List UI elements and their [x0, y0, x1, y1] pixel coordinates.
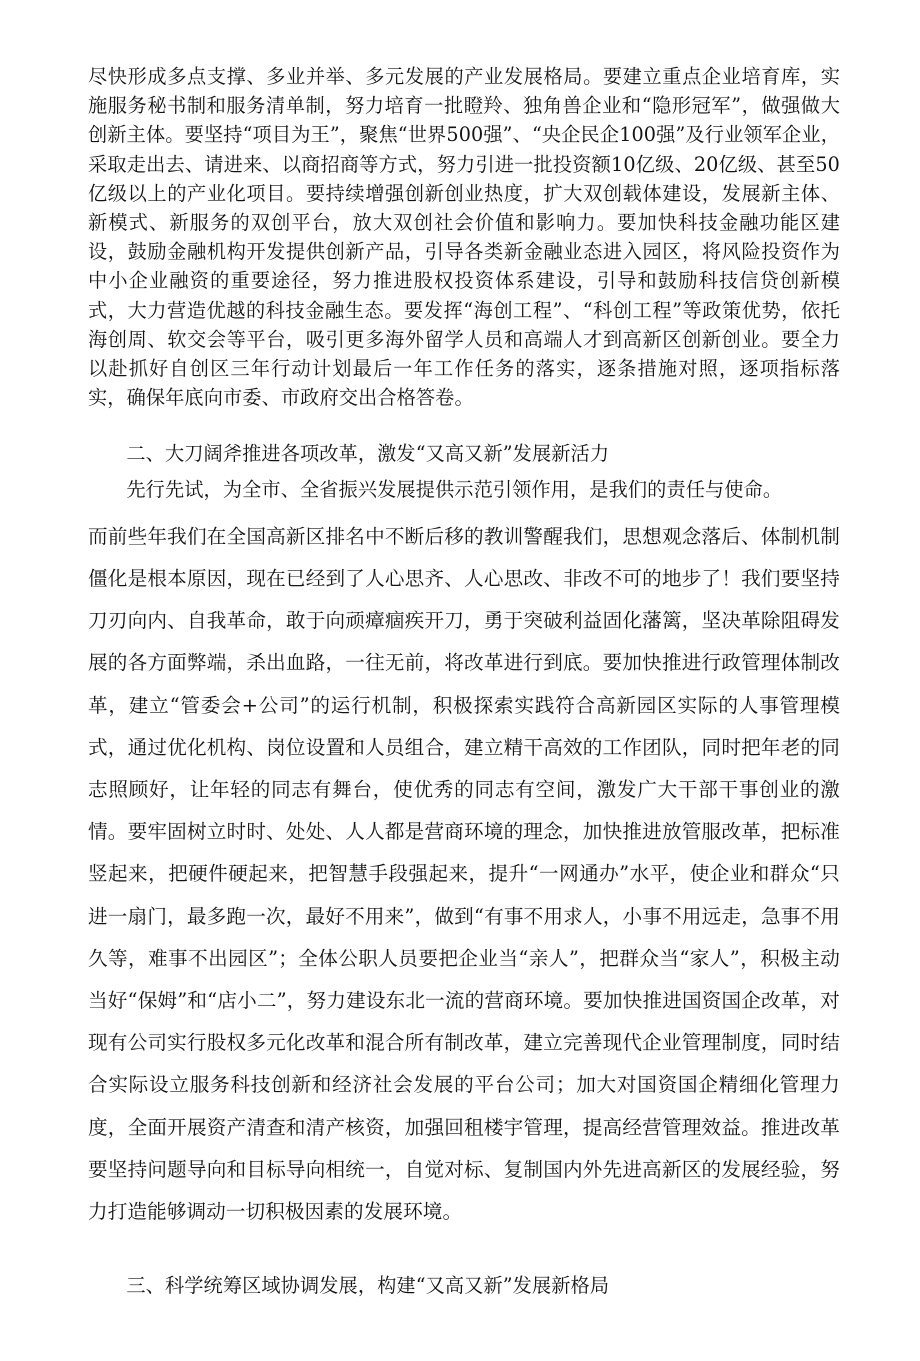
paragraph-reform-measures: 而前些年我们在全国高新区排名中不断后移的教训警醒我们，思想观念落后、体制机制僵化是根本原因，现在已经到了人心思齐、人心思改、非改不可的地步了！我们要坚持刀刃向内、自我革命，敢于向顽瘴痼疾开刀，勇于突破利益固化藩篱，坚决革除阻碍发展的各方面弊端，杀出血路，一往无前，将改革进行到底。要加快推进行政管理体制改革，建立“管委会+公司”的运行机制，积极探索实践符合高新园区实际的人事管理模式，通过优化机构、岗位设置和人员组合，建立精干高效的工作团队，同时把年老的同志照顾好，让年轻的同志有舞台，使优秀的同志有空间，激发广大干部干事创业的激情。要牢固树立时时、处处、人人都是营商环境的理念，加快推进放管服改革，把标准竖起来，把硬件硬起来，把智慧手段强起来，提升“一网通办”水平，使企业和群众“只进一扇门，最多跑一次，最好不用来”，做到“有事不用求人，小事不用远走，急事不用久等，难事不出园区”；全体公职人员要把企业当“亲人”，把群众当“家人”，积极主动当好“保姆”和“店小二”，努力建设东北一流的营商环境。要加快推进国资国企改革，对现有公司实行股权多元化改革和混合所有制改革，建立完善现代企业管理制度，同时结合实际设立服务科技创新和经济社会发展的平台公司；加大对国资国企精细化管理力度，全面开展资产清查和清产核资，加强回租楼宇管理，提高经营管理效益。推进改革要坚持问题导向和目标导向相统一，自觉对标、复制国内外先进高新区的发展经验，努力打造能够调动一切积极因素的发展环境。 [88, 524, 840, 1224]
spacer [88, 1233, 840, 1271]
section-heading-three: 三、科学统筹区域协调发展，构建“又高又新”发展新格局 [126, 1274, 610, 1298]
spacer [88, 504, 840, 516]
paragraph-industry-development: 尽快形成多点支撑、多业并举、多元发展的产业发展格局。要建立重点企业培育库，实施服务秘书制和服务清单制，努力培育一批瞪羚、独角兽企业和“隐形冠军”，做强做大创新主体。要坚持“项目为王”，聚焦“世界500强”、“央企民企100强”及行业领军企业，采取走出去、请进来、以商招商等方式，努力引进一批投资额10亿级、20亿级、甚至50亿级以上的产业化项目。要持续增强创新创业热度，扩大双创载体建设，发展新主体、新模式、新服务的双创平台，放大双创社会价值和影响力。要加快科技金融功能区建设，鼓励金融机构开发提供创新产品，引导各类新金融业态进入园区，将风险投资作为中小企业融资的重要途径，努力推进股权投资体系建设，引导和鼓励科技信贷创新模式，大力营造优越的科技金融生态。要发挥“海创工程”、“科创工程”等政策优势，依托海创周、软交会等平台，吸引更多海外留学人员和高端人才到高新区创新创业。要全力以赴抓好自创区三年行动计划最后一年工作任务的落实，逐条措施对照，逐项指标落实，确保年底向市委、市政府交出合格答卷。 [88, 65, 840, 410]
section-two-lead-line: 先行先试，为全市、全省振兴发展提供示范引领作用，是我们的责任与使命。 [126, 477, 783, 501]
spacer [88, 412, 840, 439]
document-body [88, 62, 840, 1301]
section-heading-two: 二、大刀阔斧推进各项改革，激发“又高又新”发展新活力 [126, 442, 610, 466]
